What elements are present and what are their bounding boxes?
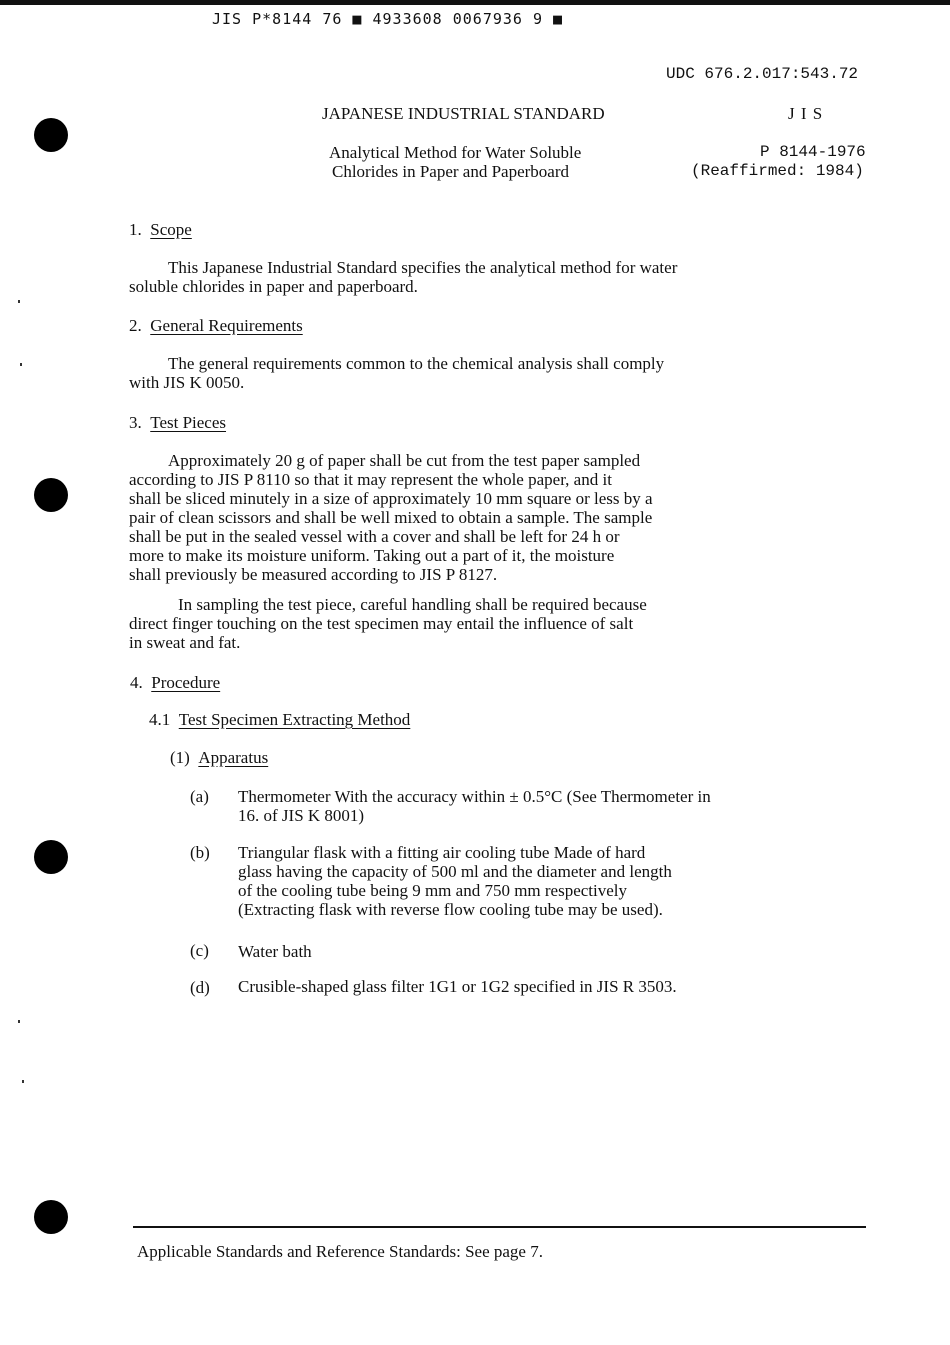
udc-code: UDC 676.2.017:543.72 bbox=[666, 65, 859, 83]
item-label: (b) bbox=[190, 843, 210, 862]
text-line: Thermometer With the accuracy within ± 0.5°C (See Thermometer in bbox=[238, 787, 711, 806]
text-line: 16. of JIS K 8001) bbox=[238, 806, 365, 825]
punch-hole bbox=[34, 478, 68, 512]
text-line: shall be sliced minutely in a size of approximately 10 mm square or less by a bbox=[129, 489, 653, 508]
text-line: more to make its moisture uniform. Taking out a part of it, the moisture bbox=[129, 546, 615, 565]
section-number: 1. bbox=[129, 220, 142, 239]
text-line: soluble chlorides in paper and paperboard. bbox=[129, 277, 418, 296]
header-code: JIS P*8144 76 ■ 4933608 0067936 9 ■ bbox=[212, 10, 564, 28]
text-line: direct finger touching on the test specimen may entail the influence of salt bbox=[129, 614, 634, 633]
text-line: in sweat and fat. bbox=[129, 633, 241, 652]
item-water-bath bbox=[238, 942, 312, 961]
general-requirements-paragraph bbox=[129, 354, 664, 392]
text-line: Approximately 20 g of paper shall be cut from the test paper sampled bbox=[168, 451, 641, 470]
text-line: Water bath bbox=[238, 942, 312, 961]
item-glass-filter bbox=[238, 977, 677, 996]
jis-label: J I S bbox=[788, 104, 824, 123]
scan-speck bbox=[20, 363, 22, 366]
text-line: This Japanese Industrial Standard specifies the analytical method for water bbox=[168, 258, 678, 277]
scan-speck bbox=[18, 1020, 20, 1023]
section-heading bbox=[130, 673, 220, 692]
doc-title-line1: Analytical Method for Water Soluble bbox=[329, 143, 582, 162]
text-line: Triangular flask with a fitting air cooling tube Made of hard bbox=[238, 843, 646, 862]
reaffirmed-date: (Reaffirmed: 1984) bbox=[691, 162, 864, 180]
text-line: Crusible-shaped glass filter 1G1 or 1G2 specified in JIS R 3503. bbox=[238, 977, 677, 996]
text-line: pair of clean scissors and shall be well mixed to obtain a sample. The sample bbox=[129, 508, 653, 527]
scan-speck bbox=[22, 1080, 24, 1083]
section-number: 2. bbox=[129, 316, 142, 335]
section-heading bbox=[129, 316, 303, 335]
scan-speck bbox=[18, 300, 20, 303]
section-title: General Requirements bbox=[150, 316, 303, 335]
item-label: (a) bbox=[190, 787, 209, 806]
punch-hole bbox=[34, 1200, 68, 1234]
doc-number: P 8144-1976 bbox=[760, 143, 866, 161]
section-number: 3. bbox=[129, 413, 142, 432]
section-heading bbox=[129, 413, 226, 432]
sampling-paragraph bbox=[129, 595, 647, 652]
text-line: shall be put in the sealed vessel with a cover and shall be left for 24 h or bbox=[129, 527, 620, 546]
apparatus-number: (1) bbox=[170, 748, 190, 767]
top-border bbox=[0, 0, 950, 5]
text-line: (Extracting flask with reverse flow cooling tube may be used). bbox=[238, 900, 663, 919]
item-thermometer bbox=[238, 787, 711, 825]
subsection-number: 4.1 bbox=[149, 710, 171, 729]
text-line: In sampling the test piece, careful handling shall be required because bbox=[178, 595, 647, 614]
item-label: (c) bbox=[190, 941, 209, 960]
item-label: (d) bbox=[190, 978, 210, 997]
footer-rule bbox=[133, 1226, 866, 1228]
text-line: shall previously be measured according to JIS P 8127. bbox=[129, 565, 498, 584]
doc-title-line2: Chlorides in Paper and Paperboard bbox=[332, 162, 569, 181]
section-title: Scope bbox=[150, 220, 192, 239]
punch-hole bbox=[34, 118, 68, 152]
footer-note: Applicable Standards and Reference Standards: See page 7. bbox=[137, 1242, 543, 1261]
punch-hole bbox=[34, 840, 68, 874]
apparatus-heading bbox=[170, 748, 268, 767]
text-line: glass having the capacity of 500 ml and the diameter and length bbox=[238, 862, 672, 881]
subsection-title: Test Specimen Extracting Method bbox=[178, 710, 411, 729]
text-line: of the cooling tube being 9 mm and 750 mm respectively bbox=[238, 881, 628, 900]
scope-paragraph bbox=[129, 258, 677, 296]
item-triangular-flask bbox=[238, 843, 672, 919]
section-title: Test Pieces bbox=[150, 413, 227, 432]
subsection-heading bbox=[149, 710, 410, 729]
apparatus-title: Apparatus bbox=[198, 748, 269, 767]
text-line: with JIS K 0050. bbox=[129, 373, 245, 392]
section-heading bbox=[129, 220, 192, 239]
standard-title: JAPANESE INDUSTRIAL STANDARD bbox=[322, 104, 605, 123]
section-number: 4. bbox=[130, 673, 143, 692]
text-line: according to JIS P 8110 so that it may represent the whole paper, and it bbox=[129, 470, 612, 489]
text-line: The general requirements common to the chemical analysis shall comply bbox=[168, 354, 665, 373]
test-pieces-paragraph bbox=[129, 451, 653, 584]
section-title: Procedure bbox=[151, 673, 221, 692]
